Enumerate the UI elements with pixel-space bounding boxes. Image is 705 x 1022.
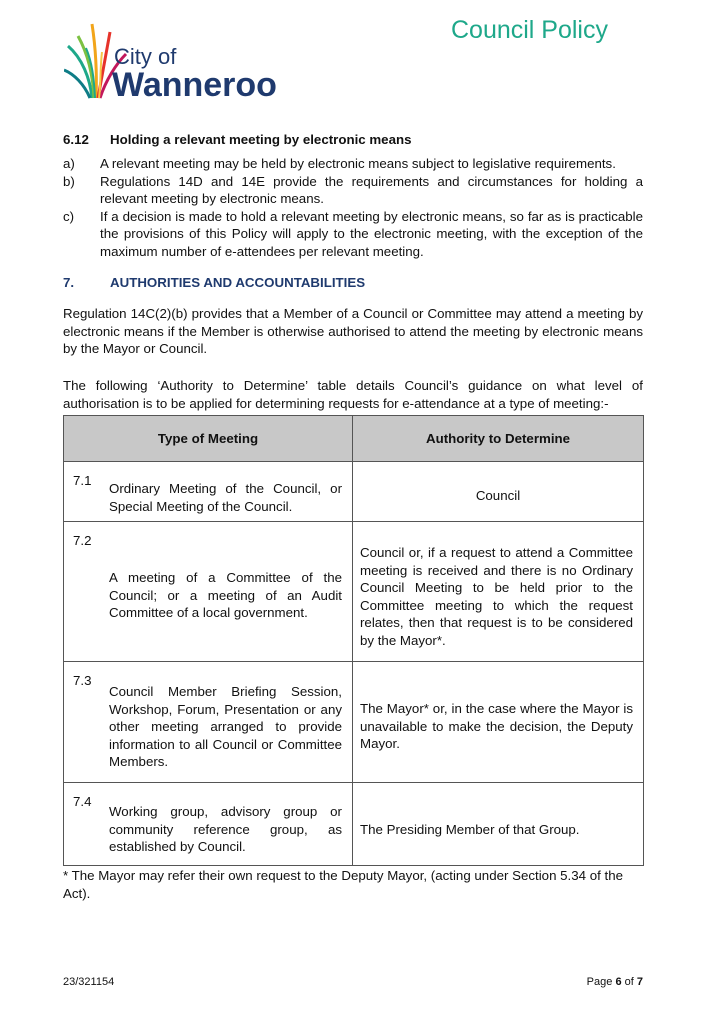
list-label: a) [63, 156, 75, 171]
row-number: 7.2 [73, 533, 92, 548]
table-row [64, 662, 644, 783]
authority-cell [353, 662, 644, 783]
meeting-type: Ordinary Meeting of the Council, or Special Meeting of the Council. [109, 481, 342, 514]
section-number: 6.12 [63, 132, 89, 147]
list-text: Regulations 14D and 14E provide the requirements and circumstances for holding a relevant meeting by electronic means. [100, 173, 643, 206]
document-reference: 23/321154 [63, 976, 115, 988]
authority-text: The Mayor* or, in the case where the Mayor is unavailable to make the decision, the Deputy Mayor. [360, 701, 633, 751]
list-text: A relevant meeting may be held by electronic means subject to legislative requirements. [100, 156, 616, 171]
list-label: c) [63, 208, 75, 224]
logo-line1: City of [114, 44, 177, 69]
type-cell [64, 462, 353, 522]
row-number: 7.3 [73, 673, 92, 688]
authority-text: Council [475, 488, 521, 503]
row-number: 7.4 [73, 794, 92, 809]
list-label: b) [63, 173, 75, 189]
page-title: Council Policy [450, 16, 608, 44]
page-current: 6 [615, 976, 622, 988]
row-number: 7.1 [73, 473, 92, 488]
section-6-12-list [63, 155, 643, 260]
section-7-heading [63, 275, 365, 290]
table-intro-paragraph: The following ‘Authority to Determine’ table details Council’s guidance on what level of authorisation is to be applied for determining requests for e-attendance at a type of meeting:- [63, 378, 643, 411]
list-item [63, 173, 643, 208]
column-header-authority: Authority to Determine [353, 416, 644, 462]
page-of: of [624, 976, 634, 988]
logo-line2: Wanneroo [112, 66, 277, 102]
authority-table [63, 415, 644, 866]
type-cell [64, 662, 353, 783]
page-total: 7 [636, 976, 643, 988]
meeting-type: Working group, advisory group or community reference group, as established by Council. [109, 804, 342, 854]
regulation-paragraph: Regulation 14C(2)(b) provides that a Member of a Council or Committee may attend a meeting by electronic means if the Member is otherwise authorised to attend the meeting by electronic means by the Mayor or Council. [63, 306, 643, 356]
type-cell [64, 522, 353, 662]
authority-text: The Presiding Member of that Group. [360, 822, 580, 837]
table-row [64, 522, 644, 662]
meeting-type: Council Member Briefing Session, Workshop, Forum, Presentation or any other meeting arranged to provide information to all Council or Committee Members. [109, 684, 342, 769]
footnote: * The Mayor may refer their own request to the Deputy Mayor, (acting under Section 5.34 of the Act). [63, 868, 623, 901]
table-header-row [64, 416, 644, 462]
section-6-12-heading [63, 132, 412, 147]
page-prefix: Page [586, 976, 613, 988]
city-of-wanneroo-logo [64, 18, 294, 102]
authority-cell [353, 522, 644, 662]
authority-cell [353, 783, 644, 866]
section-title: AUTHORITIES AND ACCOUNTABILITIES [110, 275, 366, 290]
list-item [63, 155, 643, 173]
authority-text: Council or, if a request to attend a Committee meeting is received and there is no Ordinary Council Meeting to be held prior to the Committee meeting to which the request relates, then that request is to be considered by the Mayor*. [360, 545, 633, 648]
authority-cell [353, 462, 644, 522]
type-cell [64, 783, 353, 866]
table-row [64, 462, 644, 522]
list-text: If a decision is made to hold a relevant meeting by electronic means, so far as is practicable the provisions of this Policy will apply to the electronic meeting, with the exception of the maximum number of e-attendees per relevant meeting. [100, 208, 643, 259]
section-title: Holding a relevant meeting by electronic means [110, 132, 412, 147]
meeting-type: A meeting of a Committee of the Council; or a meeting of an Audit Committee of a local government. [109, 570, 342, 620]
column-header-type: Type of Meeting [64, 416, 353, 462]
page-number [587, 976, 643, 988]
logo-graphic [64, 18, 294, 102]
section-number: 7. [63, 275, 75, 290]
list-item [63, 208, 643, 261]
table-row [64, 783, 644, 866]
